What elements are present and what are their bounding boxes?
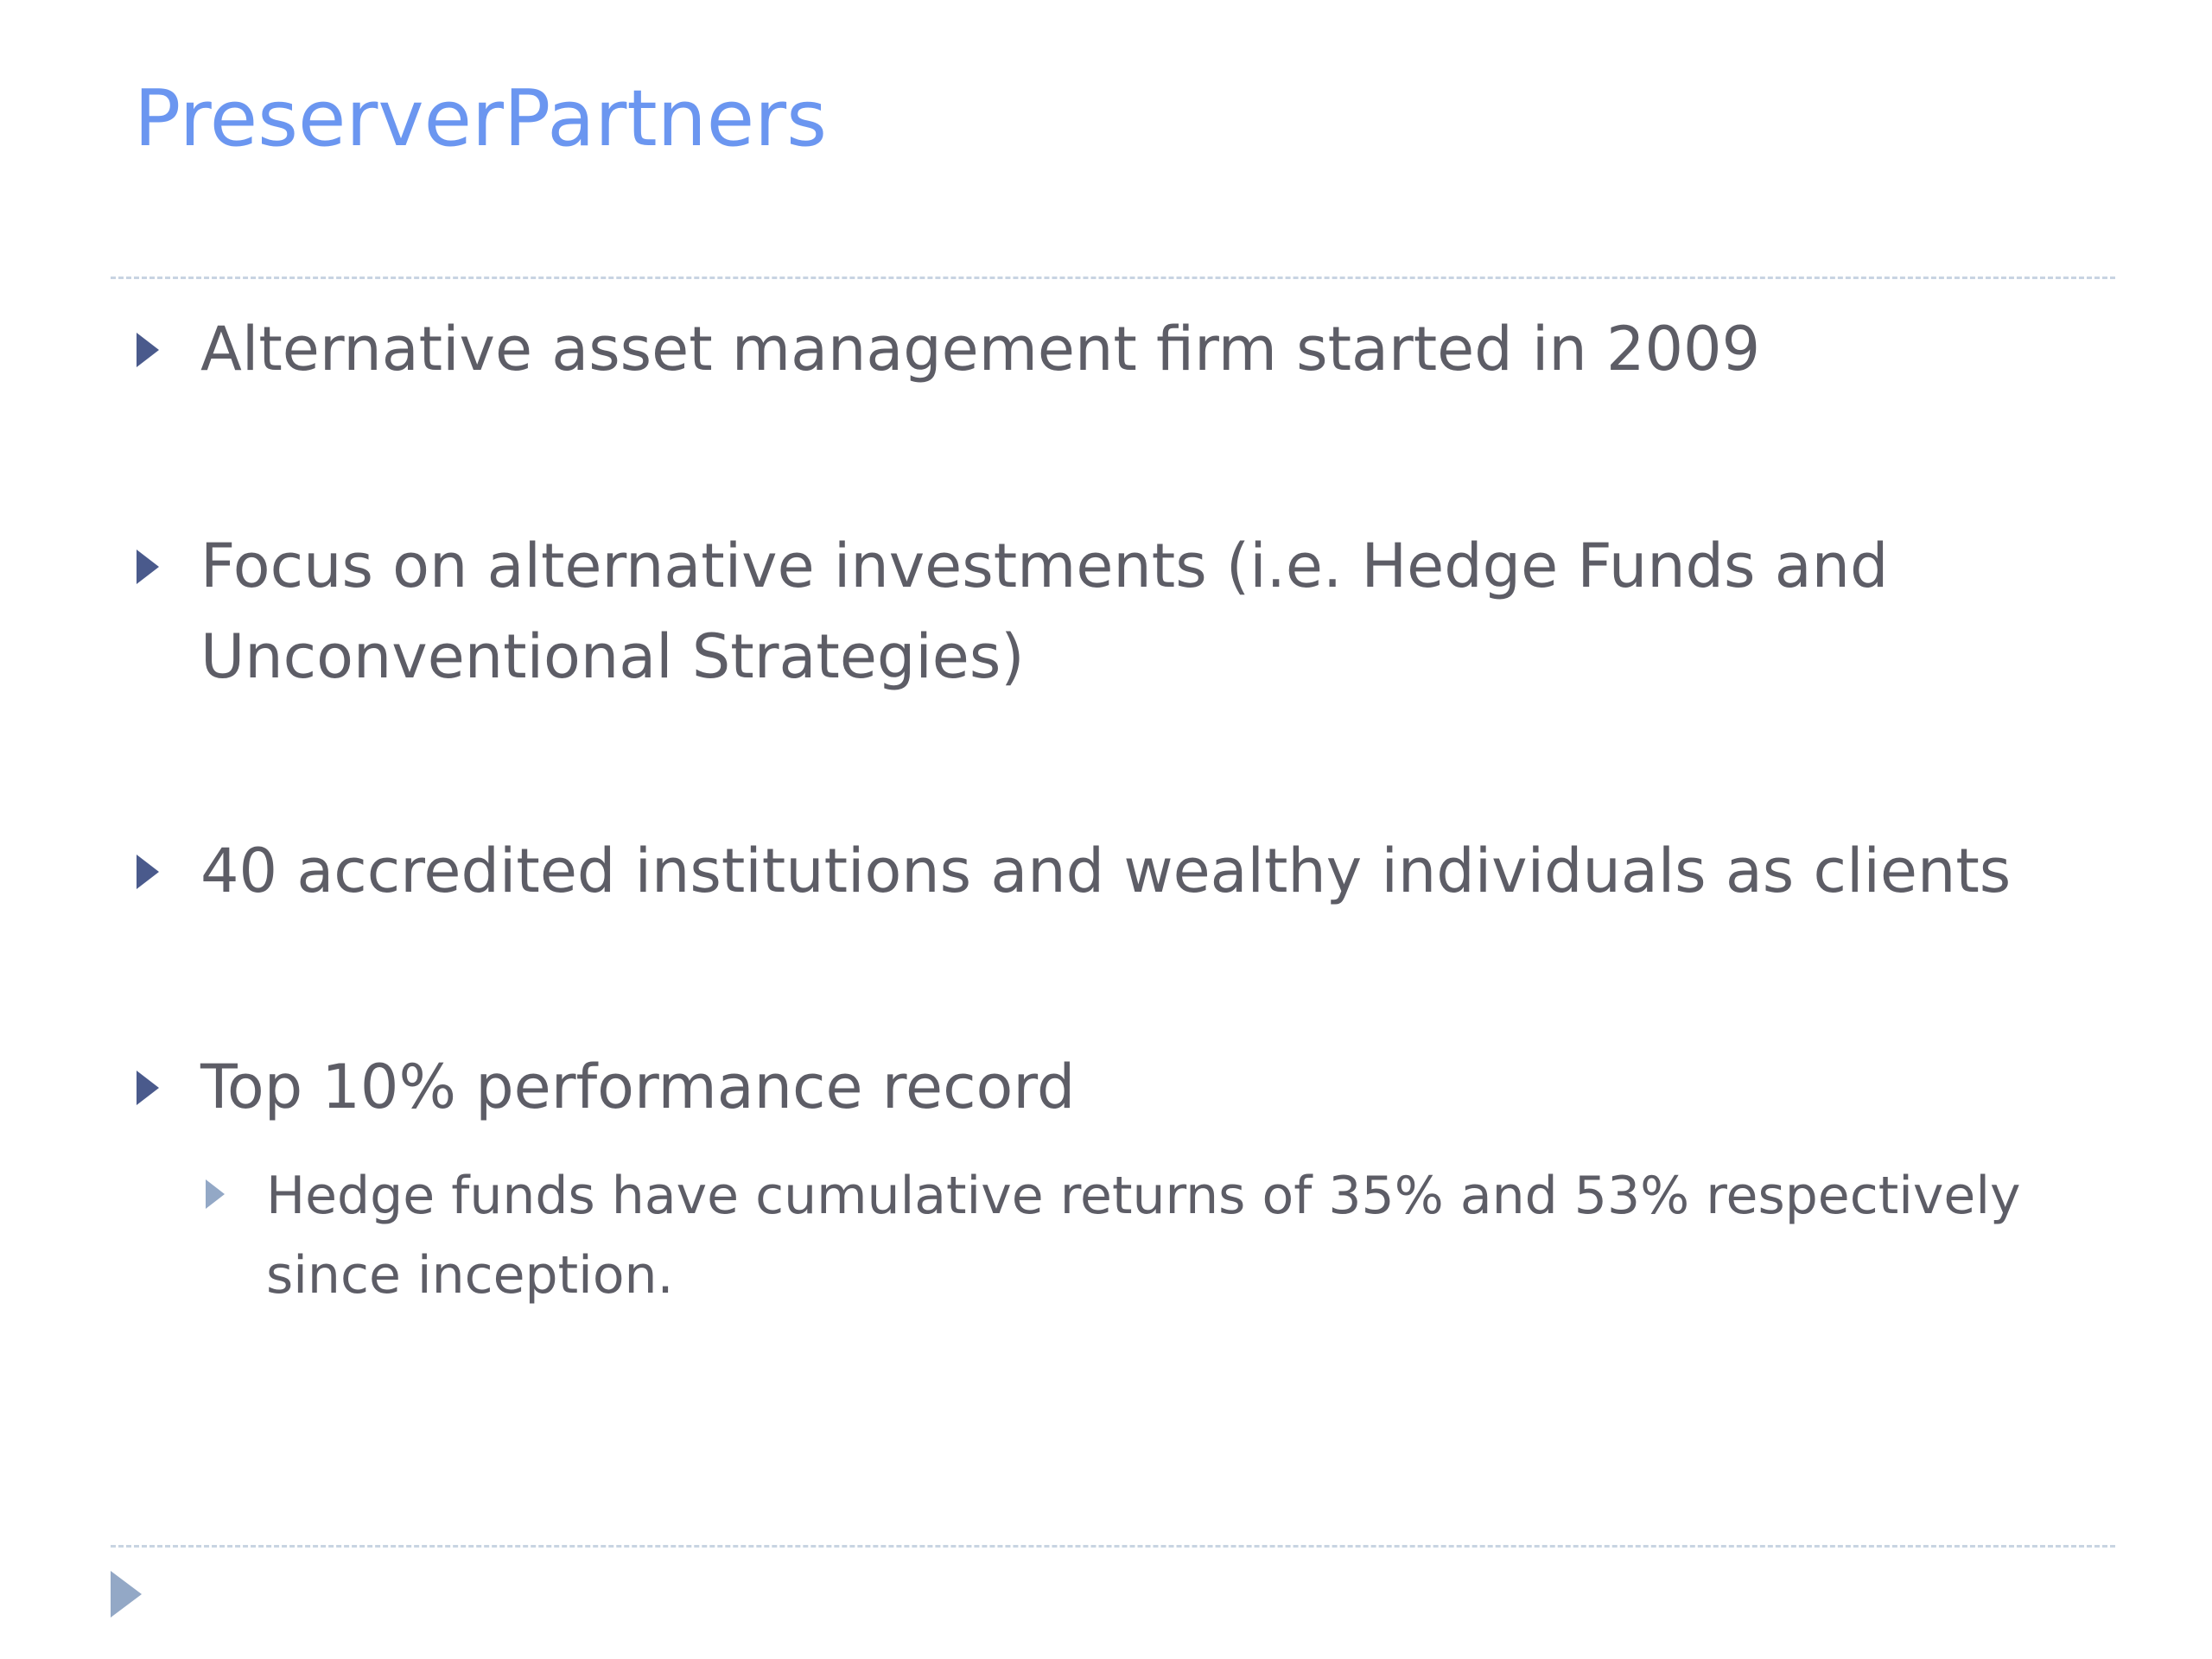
sub-bullet-text: Hedge funds have cumulative returns of 35% and 53% respectively since inception. [266,1166,2021,1306]
sub-bullet-arrow-icon [206,1179,225,1209]
bullet-arrow-icon [137,333,159,367]
corner-arrow-icon [111,1571,142,1618]
slide-title: PreserverPartners [134,73,827,164]
bullet-text: 40 accredited institutions and wealthy individuals as clients [200,836,2012,906]
bullet-arrow-icon [137,550,159,584]
bullet-arrow-icon [137,855,159,889]
bullet-text: Alternative asset management firm started in 2009 [200,314,1761,385]
bullet-text: Focus on alternative investments (i.e. Hedge Funds and Unconventional Strategies) [200,531,1889,692]
bullet-arrow-icon [137,1071,159,1105]
bottom-divider [111,1545,2115,1548]
top-divider [111,276,2115,279]
bullet-text: Top 10% performance record [200,1052,1076,1122]
